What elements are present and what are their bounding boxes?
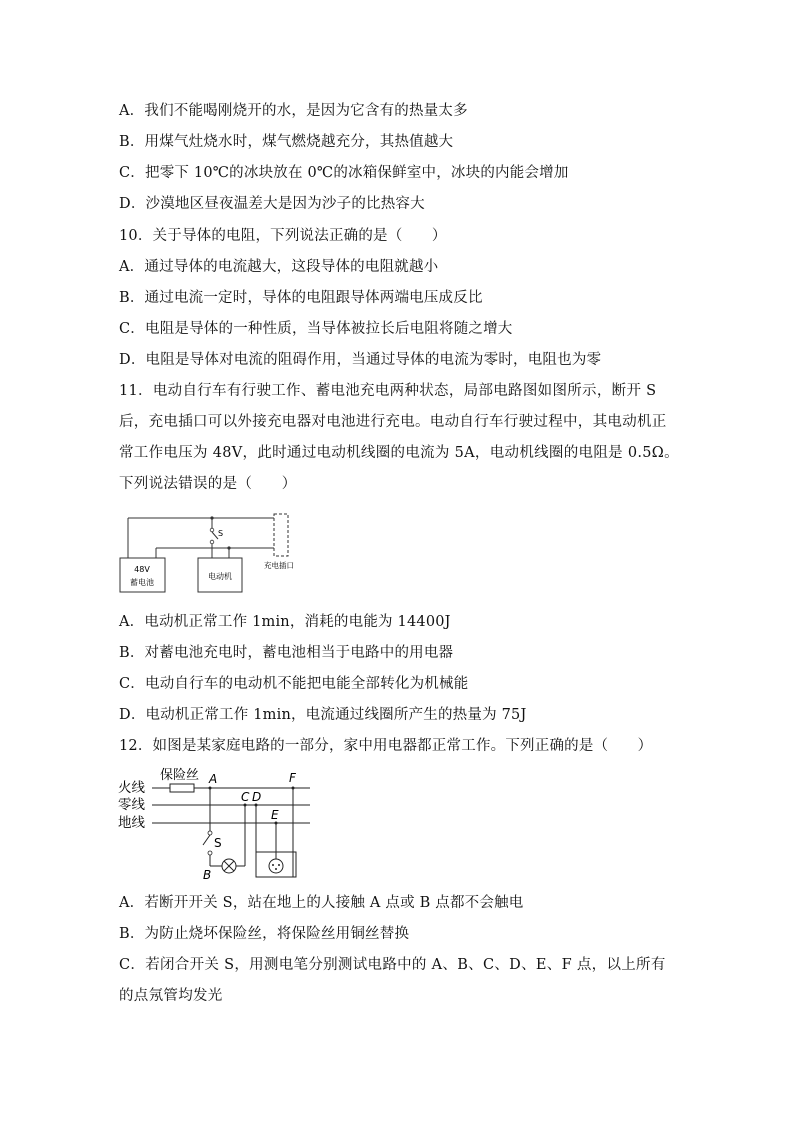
q10-option-c: C．电阻是导体的一种性质，当导体被拉长后电阻将随之增大 bbox=[119, 321, 513, 337]
neutral-wire-label: 零线 bbox=[118, 797, 145, 813]
q12-household-circuit-figure bbox=[116, 765, 316, 889]
battery-voltage-text: 48V bbox=[134, 565, 150, 574]
fuse-element bbox=[170, 784, 194, 792]
q11-option-d: D．电动机正常工作 1min，电流通过线圈所产生的热量为 75J bbox=[119, 707, 527, 723]
live-wire-label: 火线 bbox=[118, 780, 145, 796]
ground-wire-label: 地线 bbox=[118, 815, 145, 831]
q11-option-a: A．电动机正常工作 1min，消耗的电能为 14400J bbox=[119, 614, 451, 630]
point-c-label: C bbox=[241, 790, 250, 804]
motor-label-text: 电动机 bbox=[208, 572, 232, 581]
point-d-label: D bbox=[252, 790, 262, 804]
battery-label-text: 蓄电池 bbox=[130, 578, 154, 587]
q10-stem: 10．关于导体的电阻，下列说法正确的是（ ） bbox=[119, 228, 447, 244]
point-a-label: A bbox=[209, 772, 218, 786]
point-e-label: E bbox=[271, 808, 279, 822]
q9-option-d: D．沙漠地区昼夜温差大是因为沙子的比热容大 bbox=[119, 196, 425, 212]
point-b-label: B bbox=[203, 868, 212, 882]
q12-option-a: A．若断开开关 S，站在地上的人接触 A 点或 B 点都不会触电 bbox=[119, 895, 524, 911]
q12-stem: 12．如图是某家庭电路的一部分，家中用电器都正常工作。下列正确的是（ ） bbox=[119, 738, 653, 754]
switch-s-label-12: S bbox=[214, 836, 222, 850]
charging-port-box bbox=[274, 514, 288, 556]
q10-option-d: D．电阻是导体对电流的阻碍作用，当通过导体的电流为零时，电阻也为零 bbox=[119, 352, 602, 368]
q12-option-b: B．为防止烧坏保险丝，将保险丝用铜丝替换 bbox=[119, 926, 410, 942]
fuse-label: 保险丝 bbox=[160, 768, 200, 783]
q11-option-b: B．对蓄电池充电时，蓄电池相当于电路中的用电器 bbox=[119, 645, 454, 661]
q12-option-c: C．若闭合开关 S，用测电笔分别测试电路中的 A、B、C、D、E、F 点，以上所有的点氖管均发光 bbox=[119, 957, 666, 1004]
q10-option-b: B．通过电流一定时，导体的电阻跟导体两端电压成反比 bbox=[119, 290, 483, 306]
q11-circuit-figure bbox=[118, 510, 318, 599]
q11-option-c: C．电动自行车的电动机不能把电能全部转化为机械能 bbox=[119, 676, 469, 692]
q9-option-b: B．用煤气灶烧水时，煤气燃烧越充分，其热值越大 bbox=[119, 134, 454, 150]
q9-option-c: C．把零下 10℃的冰块放在 0℃的冰箱保鲜室中，冰块的内能会增加 bbox=[119, 165, 569, 181]
q11-stem: 11．电动自行车有行驶工作、蓄电池充电两种状态，局部电路图如图所示，断开 S 后，充电插口可以外接充电器对电池进行充电。电动自行车行驶过程中，其电动机正常工作电压为 48V，此时通过电动机线圈的电流为 5A，电动机线圈的电阻是 0.5Ω。下列说法错误的是（ ） bbox=[119, 383, 679, 492]
switch-s-label: S bbox=[218, 529, 224, 538]
point-f-label: F bbox=[289, 771, 296, 785]
charging-port-label: 充电插口 bbox=[264, 561, 294, 570]
socket-icon bbox=[269, 859, 283, 873]
q9-option-a: A．我们不能喝刚烧开的水，是因为它含有的热量太多 bbox=[119, 103, 468, 119]
q10-option-a: A．通过导体的电流越大，这段导体的电阻就越小 bbox=[119, 259, 439, 275]
